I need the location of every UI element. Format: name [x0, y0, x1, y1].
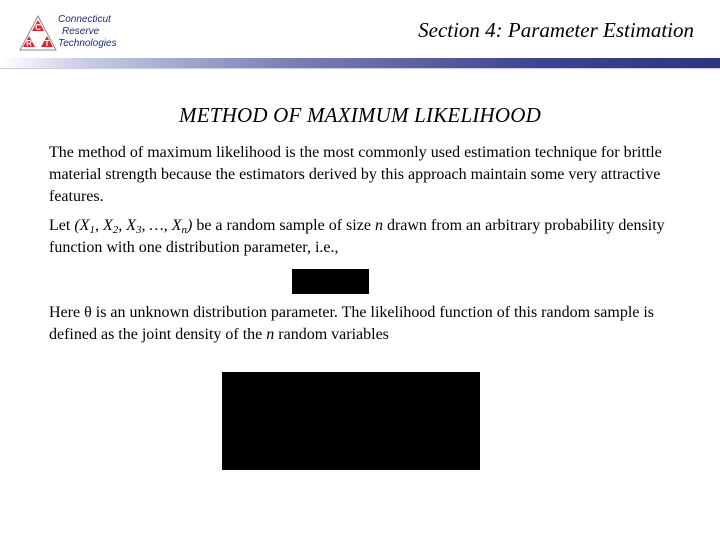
para2-mid: be a random sample of size — [192, 217, 375, 234]
para3-n: n — [266, 326, 275, 343]
crt-logo — [18, 14, 128, 54]
logo-letter-c: C — [35, 23, 41, 32]
sub-3: 3 — [136, 224, 142, 236]
logo-letter-r: R — [26, 39, 32, 48]
sample-dots: , …, X — [141, 217, 182, 234]
sub-2: 2 — [112, 224, 119, 236]
sub-1: 1 — [89, 224, 95, 236]
logo-letter-t: T — [44, 39, 50, 48]
likelihood-equation-image — [222, 372, 480, 470]
logo-wordmark — [56, 14, 117, 50]
likelihood-paragraph — [49, 302, 689, 346]
sample-open: (X — [74, 217, 90, 234]
para3-a: Here θ is an unknown distribution parameter. The likelihood function of this random sample is defined as the joint density of the — [49, 304, 655, 343]
para2-let: Let — [49, 217, 75, 234]
crt-triangle-logo — [18, 14, 58, 54]
logo-line-connecticut: Connecticut — [58, 14, 111, 25]
para2-rest: drawn from an arbitrary probability density function with one distribution parameter, i.e., — [49, 217, 665, 256]
random-sample-paragraph — [49, 215, 689, 259]
header-divider-bar — [0, 58, 720, 68]
sample-vector — [74, 217, 192, 234]
sample-x3: , X — [118, 217, 136, 234]
header-divider-line — [0, 68, 720, 69]
sub-n: n — [181, 224, 187, 236]
slide-title: METHOD OF MAXIMUM LIKELIHOOD — [179, 103, 541, 127]
para3-b: random variables — [274, 326, 389, 343]
sample-x2: , X — [94, 217, 113, 234]
logo-line-technologies: Technologies — [58, 38, 117, 49]
logo-line-reserve: Reserve — [62, 26, 100, 37]
section-header-title: Section 4: Parameter Estimation — [418, 18, 694, 42]
pdf-equation-image — [292, 269, 369, 294]
para2-n: n — [374, 217, 383, 234]
intro-paragraph: The method of maximum likelihood is the most commonly used estimation technique for brittle material strength because the estimators derived by this approach maintain some very attractive features. — [49, 144, 662, 205]
sample-close: ) — [187, 217, 193, 234]
